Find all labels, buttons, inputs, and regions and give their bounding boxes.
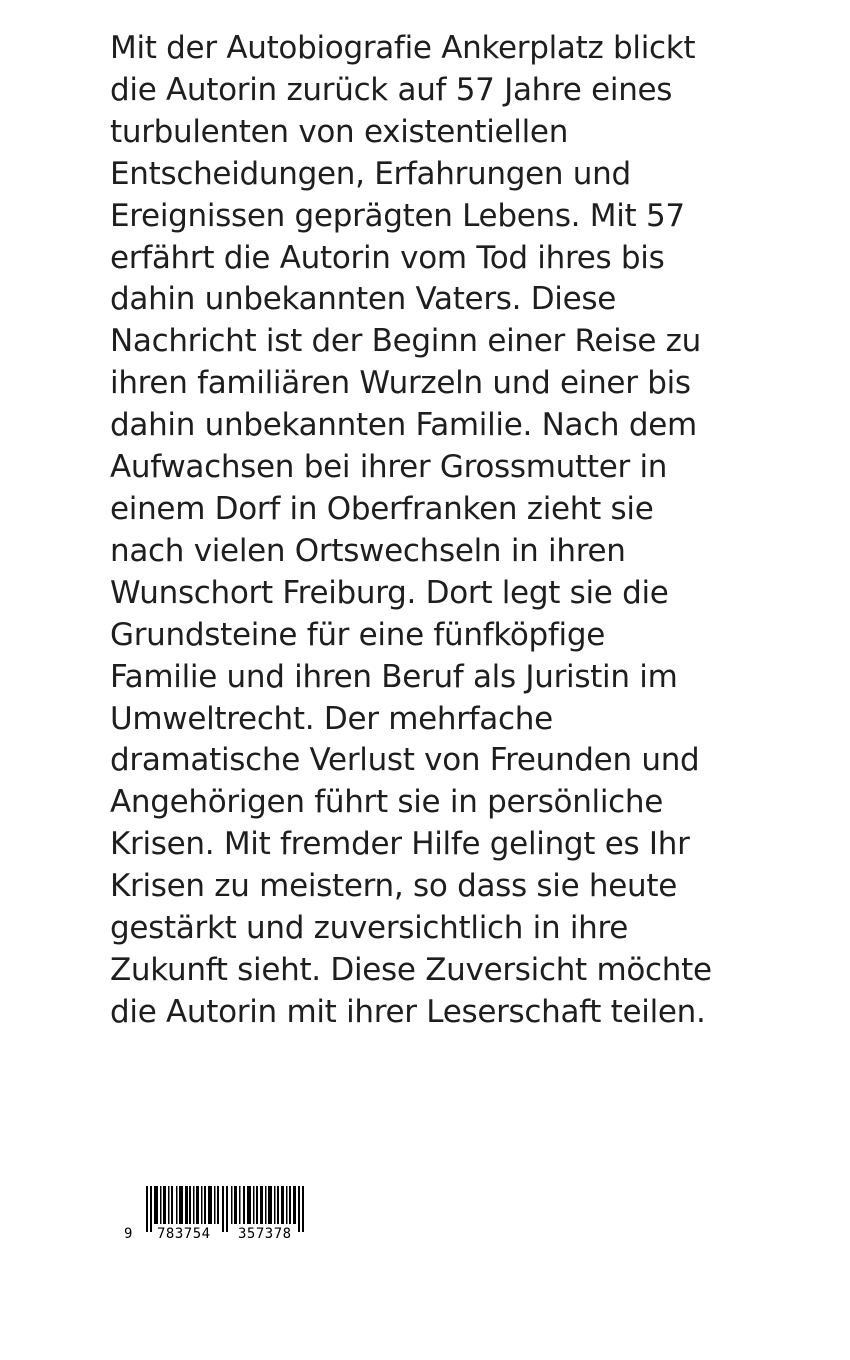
blurb-line-16: Familie und ihren Beruf als Juristin im xyxy=(110,658,678,695)
blurb-line-20: Krisen. Mit fremder Hilfe gelingt es Ihr xyxy=(110,826,690,863)
blurb-line-14: Wunschort Freiburg. Dort legt sie die xyxy=(110,574,669,611)
isbn-right-digits: 357378 xyxy=(238,1226,292,1242)
blurb-line-15: Grundsteine für eine fünfköpfige xyxy=(110,616,606,653)
blurb-line-22: gestärkt und zuversichtlich in ihre xyxy=(110,910,629,947)
blurb-line-17: Umweltrecht. Der mehrfache xyxy=(110,700,553,737)
isbn-prefix-digit: 9 xyxy=(124,1226,133,1242)
blurb-line-19: Angehörigen führt sie in persönliche xyxy=(110,784,664,821)
isbn-barcode xyxy=(122,1186,322,1246)
blurb-line-2: die Autorin zurück auf 57 Jahre eines xyxy=(110,71,673,108)
blurb-line-23: Zukunft sieht. Diese Zuversicht möchte xyxy=(110,951,712,988)
isbn-left-digits: 783754 xyxy=(157,1226,211,1242)
blurb-line-6: erfährt die Autorin vom Tod ihres bis xyxy=(110,239,665,276)
blurb-line-11: Aufwachsen bei ihrer Grossmutter in xyxy=(110,449,668,486)
blurb-line-18: dramatische Verlust von Freunden und xyxy=(110,742,700,779)
blurb-line-24: die Autorin mit ihrer Leserschaft teilen. xyxy=(110,993,706,1030)
blurb-line-13: nach vielen Ortswechseln in ihren xyxy=(110,532,626,569)
blurb-line-9: ihren familiären Wurzeln und einer bis xyxy=(110,365,691,402)
blurb-line-4: Entscheidungen, Erfahrungen und xyxy=(110,155,631,192)
blurb-line-8: Nachricht ist der Beginn einer Reise zu xyxy=(110,323,701,360)
back-cover-blurb xyxy=(110,28,750,1034)
blurb-line-5: Ereignissen geprägten Lebens. Mit 57 xyxy=(110,197,685,234)
blurb-line-21: Krisen zu meistern, so dass sie heute xyxy=(110,868,677,905)
blurb-line-1: Mit der Autobiografie Ankerplatz blickt xyxy=(110,30,696,66)
blurb-line-3: turbulenten von existentiellen xyxy=(110,113,569,150)
blurb-line-10: dahin unbekannten Familie. Nach dem xyxy=(110,407,697,444)
blurb-line-7: dahin unbekannten Vaters. Diese xyxy=(110,281,617,318)
blurb-line-12: einem Dorf in Oberfranken zieht sie xyxy=(110,490,654,527)
barcode-bars xyxy=(122,1186,322,1232)
